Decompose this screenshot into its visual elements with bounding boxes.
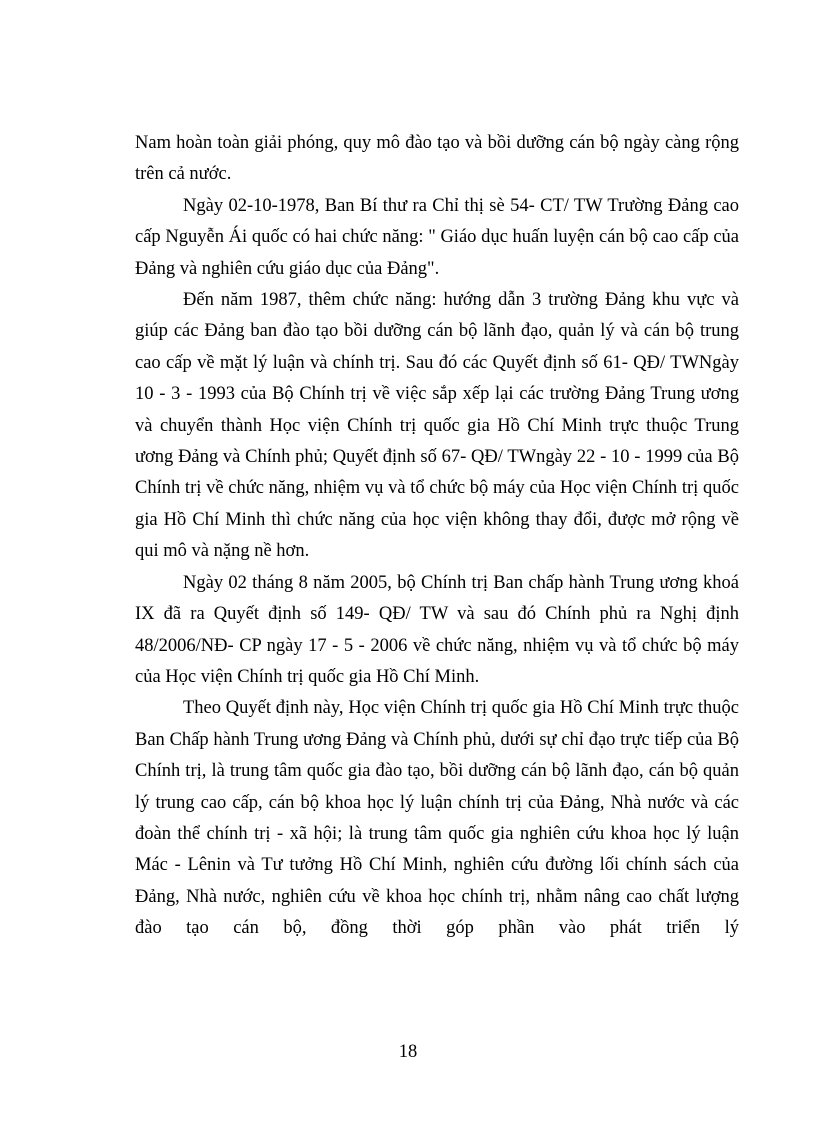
page-number: 18 bbox=[398, 1042, 418, 1062]
body-text bbox=[135, 128, 739, 945]
paragraph-academy-role: Theo Quyết định này, Học viện Chính trị quốc gia Hồ Chí Minh trực thuộc Ban Chấp hành Trung ương Đảng và Chính phủ, dưới sự chỉ đạo trực tiếp của Bộ Chính trị, là trung tâm quốc gia đào tạo, bồi dưỡng cán bộ lãnh đạo, cán bộ quản lý trung cao cấp, cán bộ khoa học lý luận chính trị của Đảng, Nhà nước và các đoàn thể chính trị - xã hội; là trung tâm quốc gia nghiên cứu khoa học lý luận Mác - Lênin và Tư tưởng Hồ Chí Minh, nghiên cứu đường lối chính sách của Đảng, Nhà nước, nghiên cứu về khoa học chính trị, nhằm nâng cao chất lượng đào tạo cán bộ, đồng thời góp phần vào phát triển lý bbox=[135, 698, 739, 939]
paragraph-functions-1987: Đến năm 1987, thêm chức năng: hướng dẫn 3 trường Đảng khu vực và giúp các Đảng ban đào tạo bồi dưỡng cán bộ lãnh đạo, quản lý và cán bộ trung cao cấp về mặt lý luận và chính trị. Sau đó các Quyết định số 61- QĐ/ TWNgày 10 - 3 - 1993 của Bộ Chính trị về việc sắp xếp lại các trường Đảng Trung ương và chuyển thành Học viện Chính trị quốc gia Hồ Chí Minh trực thuộc Trung ương Đảng và Chính phủ; Quyết định số 67- QĐ/ TWngày 22 - 10 - 1999 của Bộ Chính trị về chức năng, nhiệm vụ và tổ chức bộ máy của Học viện Chính trị quốc gia Hồ Chí Minh thì chức năng của học viện không thay đổi, được mở rộng về qui mô và nặng nề hơn. bbox=[135, 290, 739, 562]
paragraph-continued: Nam hoàn toàn giải phóng, quy mô đào tạo và bồi dưỡng cán bộ ngày càng rộng trên cả nước. bbox=[135, 133, 739, 185]
paragraph-directive-1978: Ngày 02-10-1978, Ban Bí thư ra Chỉ thị sè 54- CT/ TW Trường Đảng cao cấp Nguyễn Ái quốc có hai chức năng: " Giáo dục huấn luyện cán bộ cao cấp của Đảng và nghiên cứu giáo dục của Đảng". bbox=[135, 195, 739, 279]
paragraph-decision-2005: Ngày 02 tháng 8 năm 2005, bộ Chính trị Ban chấp hành Trung ương khoá IX đã ra Quyết định số 149- QĐ/ TW và sau đó Chính phủ ra Nghị định 48/2006/NĐ- CP ngày 17 - 5 - 2006 về chức năng, nhiệm vụ và tổ chức bộ máy của Học viện Chính trị quốc gia Hồ Chí Minh. bbox=[135, 572, 739, 687]
